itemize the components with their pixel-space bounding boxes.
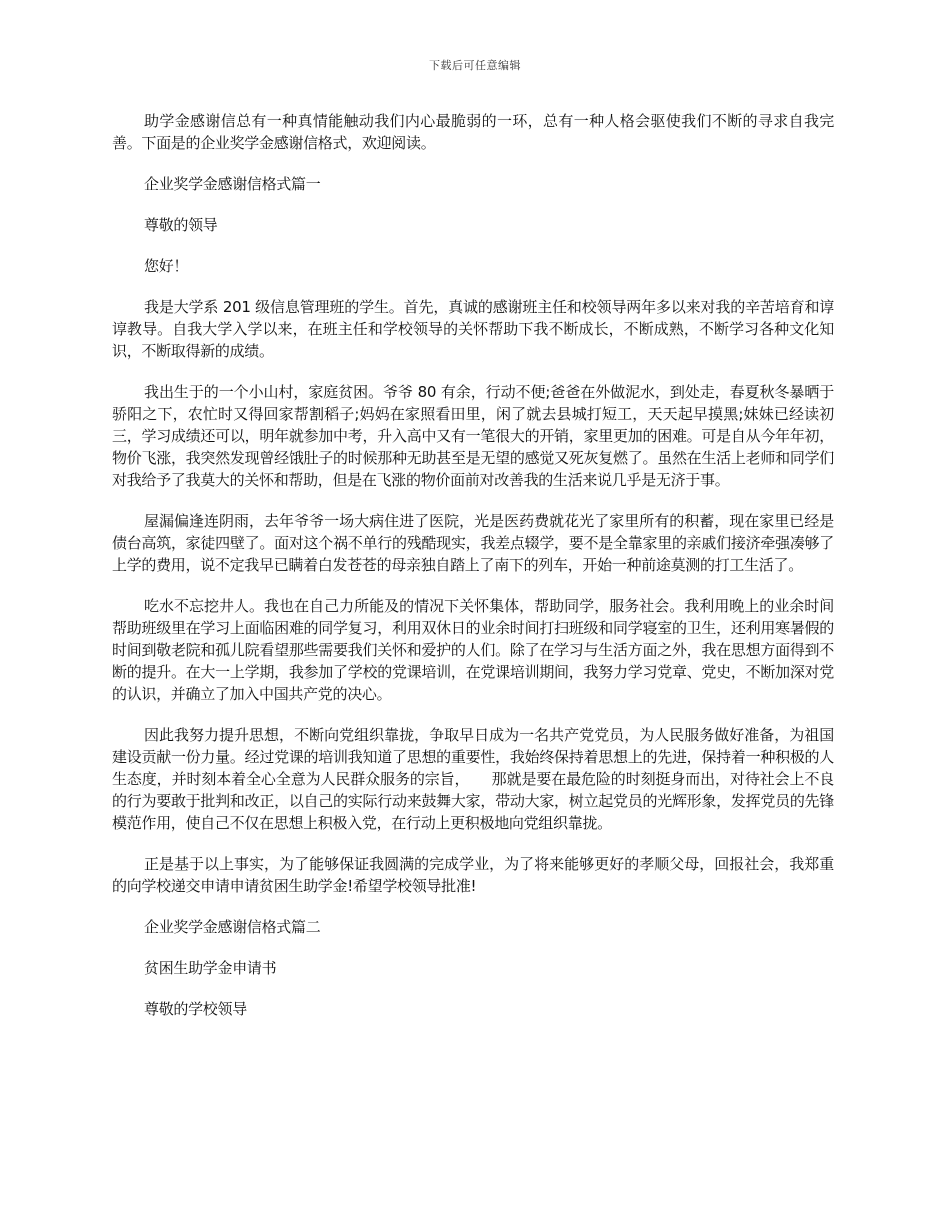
closing-paragraph: 正是基于以上事实，为了能够保证我圆满的完成学业，为了将来能够更好的孝顺父母，回报社会，我郑重的向学校递交申请申请贫困生助学金!希望学校领导批准! xyxy=(112,855,834,895)
salutation-two: 尊敬的学校领导 xyxy=(144,1000,247,1018)
section-heading-one: 企业奖学金感谢信格式篇一 xyxy=(144,175,321,193)
body-paragraph: 屋漏偏逢连阴雨，去年爷爷一场大病住进了医院，光是医药费就花光了家里所有的积蓄，现在家里已经是债台高筑，家徒四壁了。面对这个祸不单行的残酷现实，我差点辍学，要不是全靠家里的亲戚们接济牵强凑够了上学的费用，说不定我早已瞒着白发苍苍的母亲独自踏上了南下的列车，开始一种前途莫测的打工生活了。 xyxy=(112,512,834,574)
body-paragraph: 因此我努力提升思想，不断向党组织靠拢，争取早日成为一名共产党党员，为人民服务做好准备，为祖国建设贡献一份力量。经过党课的培训我知道了思想的重要性，我始终保持着思想上的先进，保持着一种积极的人生态度，并时刻本着全心全意为人民群众服务的宗旨， 那就是要在最危险的时刻挺身而出，对待社会上不良的行为要敢于批判和改正，以自己的实际行动来鼓舞大家，带动大家，树立起党员的光辉形象，发挥党员的先锋模范作用，使自己不仅在思想上积极入党，在行动上更积极地向党组织靠拢。 xyxy=(112,726,834,832)
body-paragraph: 吃水不忘挖井人。我也在自己力所能及的情况下关怀集体，帮助同学，服务社会。我利用晚上的业余时间帮助班级里在学习上面临困难的同学复习，利用双休日的业余时间打扫班级和同学寝室的卫生，还利用寒暑假的时间到敬老院和孤儿院看望那些需要我们关怀和爱护的人们。除了在学习与生活方面之外，我在思想方面得到不断的提升。在大一上学期，我参加了学校的党课培训，在党课培训期间，我努力学习党章、党史，不断加深对党的认识，并确立了加入中国共产党的决心。 xyxy=(112,597,834,703)
body-paragraph: 我出生于的一个小山村，家庭贫困。爷爷 80 有余，行动不便;爸爸在外做泥水，到处走，春夏秋冬暴晒于骄阳之下，农忙时又得回家帮割稻子;妈妈在家照看田里，闲了就去县城打短工，天天起早摸黑;妹妹已经读初三，学习成绩还可以，明年就参加中考，升入高中又有一笔很大的开销，家里更加的困难。可是自从今年年初，物价飞涨，我突然发现曾经饿肚子的时候那种无助甚至是无望的感觉又死灰复燃了。虽然在生活上老师和同学们对我给予了我莫大的关怀和帮助，但是在飞涨的物价面前对改善我的生活来说几乎是无济于事。 xyxy=(112,383,834,489)
document-body xyxy=(112,110,834,1039)
greeting: 您好！ xyxy=(144,257,189,275)
intro-paragraph: 助学金感谢信总有一种真情能触动我们内心最脆弱的一环，总有一种人格会驱使我们不断的寻求自我完善。下面是的企业奖学金感谢信格式，欢迎阅读。 xyxy=(112,112,834,152)
section-heading-two: 企业奖学金感谢信格式篇二 xyxy=(144,918,321,936)
body-paragraph: 我是大学系 201 级信息管理班的学生。首先，真诚的感谢班主任和校领导两年多以来对我的辛苦培育和谆谆教导。自我大学入学以来，在班主任和学校领导的关怀帮助下我不断成长，不断成熟，不断学习各种文化知识，不断取得新的成绩。 xyxy=(112,298,834,360)
page-header-note: 下载后可任意编辑 xyxy=(429,59,521,72)
application-title: 贫困生助学金申请书 xyxy=(144,959,277,977)
salutation: 尊敬的领导 xyxy=(144,216,218,234)
